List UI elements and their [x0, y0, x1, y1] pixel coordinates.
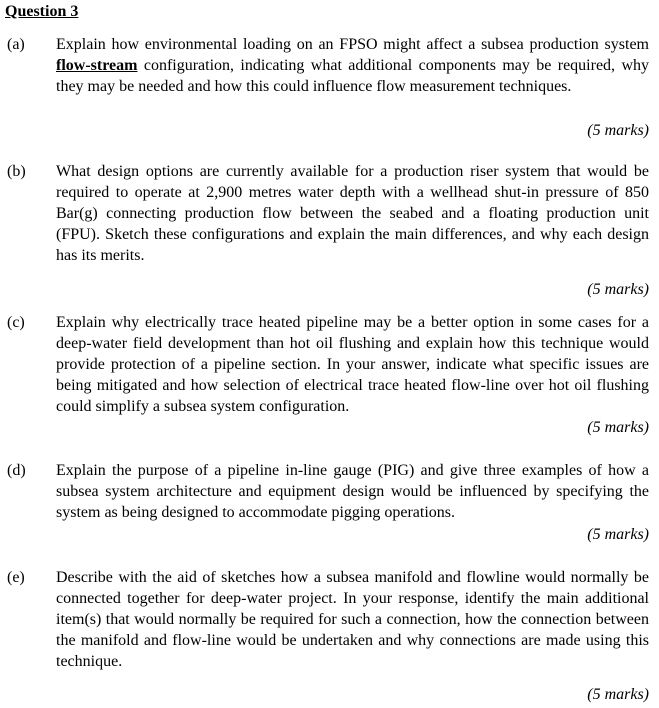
part-text: What design options are currently available for a production riser system that would be required to operate at 2,900 metres water depth with a wellhead shut-in pressure of 850 Bar(g) connecting production flow between the seabed and a floating production unit (FPU). Sketch these configurations and explain the main differences, and why each design has its merits. — [56, 163, 649, 264]
part-text: Explain the purpose of a pipeline in-line gauge (PIG) and give three examples of how a subsea system architecture and equipment design would be influenced by specifying the system as being designed to accommodate pigging operations. — [56, 462, 649, 521]
marks-label: (5 marks) — [587, 526, 649, 543]
marks-label: (5 marks) — [587, 122, 649, 139]
part-letter: (c) — [7, 314, 25, 331]
question-heading: Question 3 — [5, 3, 79, 20]
marks-label: (5 marks) — [587, 419, 649, 436]
part-letter: (a) — [7, 36, 25, 53]
part-text: Explain how environmental loading on an FPSO might affect a subsea production system flow-stream configuration, indicating what additional components may be required, why they may be needed and how this could influence flow measurement techniques. — [56, 36, 649, 95]
part-letter: (b) — [7, 163, 26, 180]
part-letter: (e) — [7, 569, 25, 586]
emphasis-term: flow-stream — [56, 57, 138, 74]
part-text: Explain why electrically trace heated pipeline may be a better option in some cases for a deep-water field development than hot oil flushing and explain how this technique would provide protection of a pipeline section. In your answer, indicate what specific issues are being mitigated and how selection of electrical trace heated flow-line over hot oil flushing could simplify a subsea system configuration. — [56, 314, 649, 415]
marks-label: (5 marks) — [587, 281, 649, 298]
marks-label: (5 marks) — [587, 686, 649, 703]
part-text: Describe with the aid of sketches how a subsea manifold and flowline would normally be connected together for deep-water project. In your response, identify the main additional item(s) that would normally be required for such a connection, how the connection between the manifold and flow-line would be undertaken and why connections are made using this technique. — [56, 569, 649, 670]
part-letter: (d) — [7, 462, 26, 479]
